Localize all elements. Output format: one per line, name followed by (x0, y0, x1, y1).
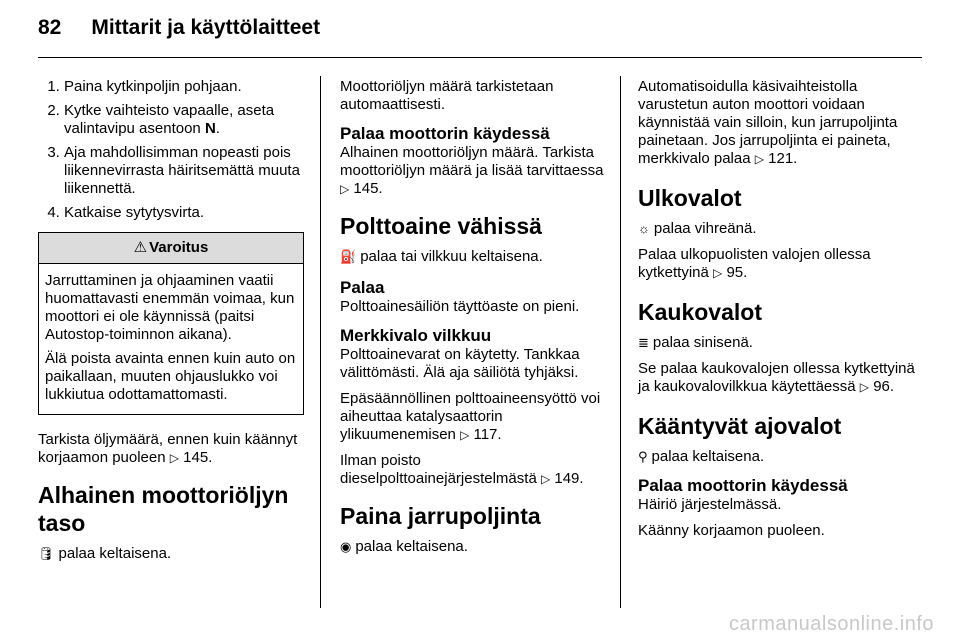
oil-auto-text: Moottoriöljyn määrä tarkistetaan automaattisesti. (340, 78, 554, 113)
heading-flashing: Merkkivalo vilkkuu (340, 326, 492, 345)
brake-pedal-icon: ◉ (340, 539, 352, 554)
fuel-empty-text: Polttoainevarat on käytetty. Tankkaa välittömästi. Älä aja säiliötä tyhjäksi. (340, 346, 580, 381)
page-title: Mittarit ja käyttölaitteet (91, 16, 321, 39)
heading-high-beam: Kaukovalot (638, 299, 762, 325)
auto-gearbox-text: Automatisoidulla käsivaihteistolla varustetun auton moottori voidaan käynnistää vain silloin, kun jarrupoljinta painetaan. Jos jarrupoljinta ei paineta, merkkivalo palaa ▷ 121. (638, 78, 898, 167)
page-number: 82 (38, 16, 62, 39)
cornering-light-icon: ⚲ (638, 449, 648, 464)
heading-fuel-low: Polttoaine vähissä (340, 213, 542, 239)
column-3 (638, 78, 918, 548)
column-2 (340, 78, 606, 564)
step-1: 1. Paina kytkinpoljin pohjaan. (64, 78, 304, 96)
warning-text-1: Jarruttaminen ja ohjaaminen vaatii huomattavasti enemmän voimaa, kun moottori ei ole käynnissä (paitsi Autostop-toiminnon aikana). (45, 272, 295, 343)
fuel-indicator-text: ⛽ palaa tai vilkkuu keltaisena. (340, 248, 543, 265)
exterior-indicator-text: ☼ palaa vihreänä. (638, 220, 757, 237)
diesel-bleed-text: Ilman poisto dieselpolttoainejärjestelmästä ▷ 149. (340, 452, 584, 487)
high-beam-indicator-text: ≣ palaa sinisenä. (638, 334, 753, 351)
warning-body (39, 264, 303, 414)
column-divider-2 (620, 76, 621, 608)
watermark: carmanualsonline.info (728, 613, 934, 635)
fuel-uneven-text: Epäsäännöllinen polttoaineensyöttö voi aiheuttaa katalysaattorin ylikuumenemisen ▷ 117. (340, 390, 601, 443)
cornering-indicator-text: ⚲ palaa keltaisena. (638, 448, 765, 465)
heading-engine-running: Palaa moottorin käydessä (340, 124, 550, 143)
heading-cornering-lights: Kääntyvät ajovalot (638, 413, 842, 439)
system-fault-text: Häiriö järjestelmässä. (638, 496, 782, 513)
oil-can-icon: 🛢 (38, 546, 55, 561)
check-oil-text: Tarkista öljymäärä, ennen kuin käännyt korjaamon puoleen ▷ 145. (38, 431, 298, 466)
consult-workshop-text: Käänny korjaamon puoleen. (638, 522, 825, 539)
column-divider-1 (320, 76, 321, 608)
warning-triangle-icon: ⚠ (133, 239, 148, 256)
high-beam-icon: ≣ (638, 335, 649, 350)
brake-indicator-text: ◉ palaa keltaisena. (340, 538, 468, 555)
step-4: 4. Katkaise sytytysvirta. (64, 204, 304, 222)
page-header (38, 16, 320, 40)
fuel-low-text: Polttoainesäiliön täyttöaste on pieni. (340, 298, 580, 315)
heading-low-oil: Alhainen moottoriöljyn taso (38, 482, 289, 536)
step-2: 2. Kytke vaihteisto vapaalle, aseta valintavipu asentoon N. (64, 102, 304, 138)
header-rule (38, 57, 922, 58)
high-beam-text: Se palaa kaukovalojen ollessa kytkettyinä ja kaukovalovilkkua käytettäessä ▷ 96. (638, 360, 915, 395)
warning-box (38, 232, 304, 415)
warning-text-2: Älä poista avainta ennen kuin auto on paikallaan, muuten ohjauslukko voi lukkiutua odottamattomasti. (45, 350, 296, 403)
low-oil-text: Alhainen moottoriöljyn määrä. Tarkista moottoriöljyn määrä ja lisää tarvittaessa ▷ 145. (340, 144, 604, 197)
heading-exterior-lights: Ulkovalot (638, 185, 742, 211)
heading-engine-running-2: Palaa moottorin käydessä (638, 476, 848, 495)
oil-indicator-text: 🛢 palaa keltaisena. (38, 545, 172, 562)
fuel-pump-icon: ⛽ (340, 249, 357, 264)
column-1 (38, 78, 304, 571)
page-ref-icon: ▷ (169, 451, 179, 465)
steps-list (38, 78, 304, 222)
exterior-lights-text: Palaa ulkopuolisten valojen ollessa kytkettyinä ▷ 95. (638, 246, 871, 281)
warning-header: ⚠ Varoitus (39, 233, 303, 264)
heading-brake-pedal: Paina jarrupoljinta (340, 503, 541, 529)
exterior-lights-icon: ☼ (638, 221, 650, 236)
step-3: 3. Aja mahdollisimman nopeasti pois liikennevirrasta häiritsemättä muuta liikennettä. (64, 144, 304, 198)
heading-on: Palaa (340, 278, 385, 297)
